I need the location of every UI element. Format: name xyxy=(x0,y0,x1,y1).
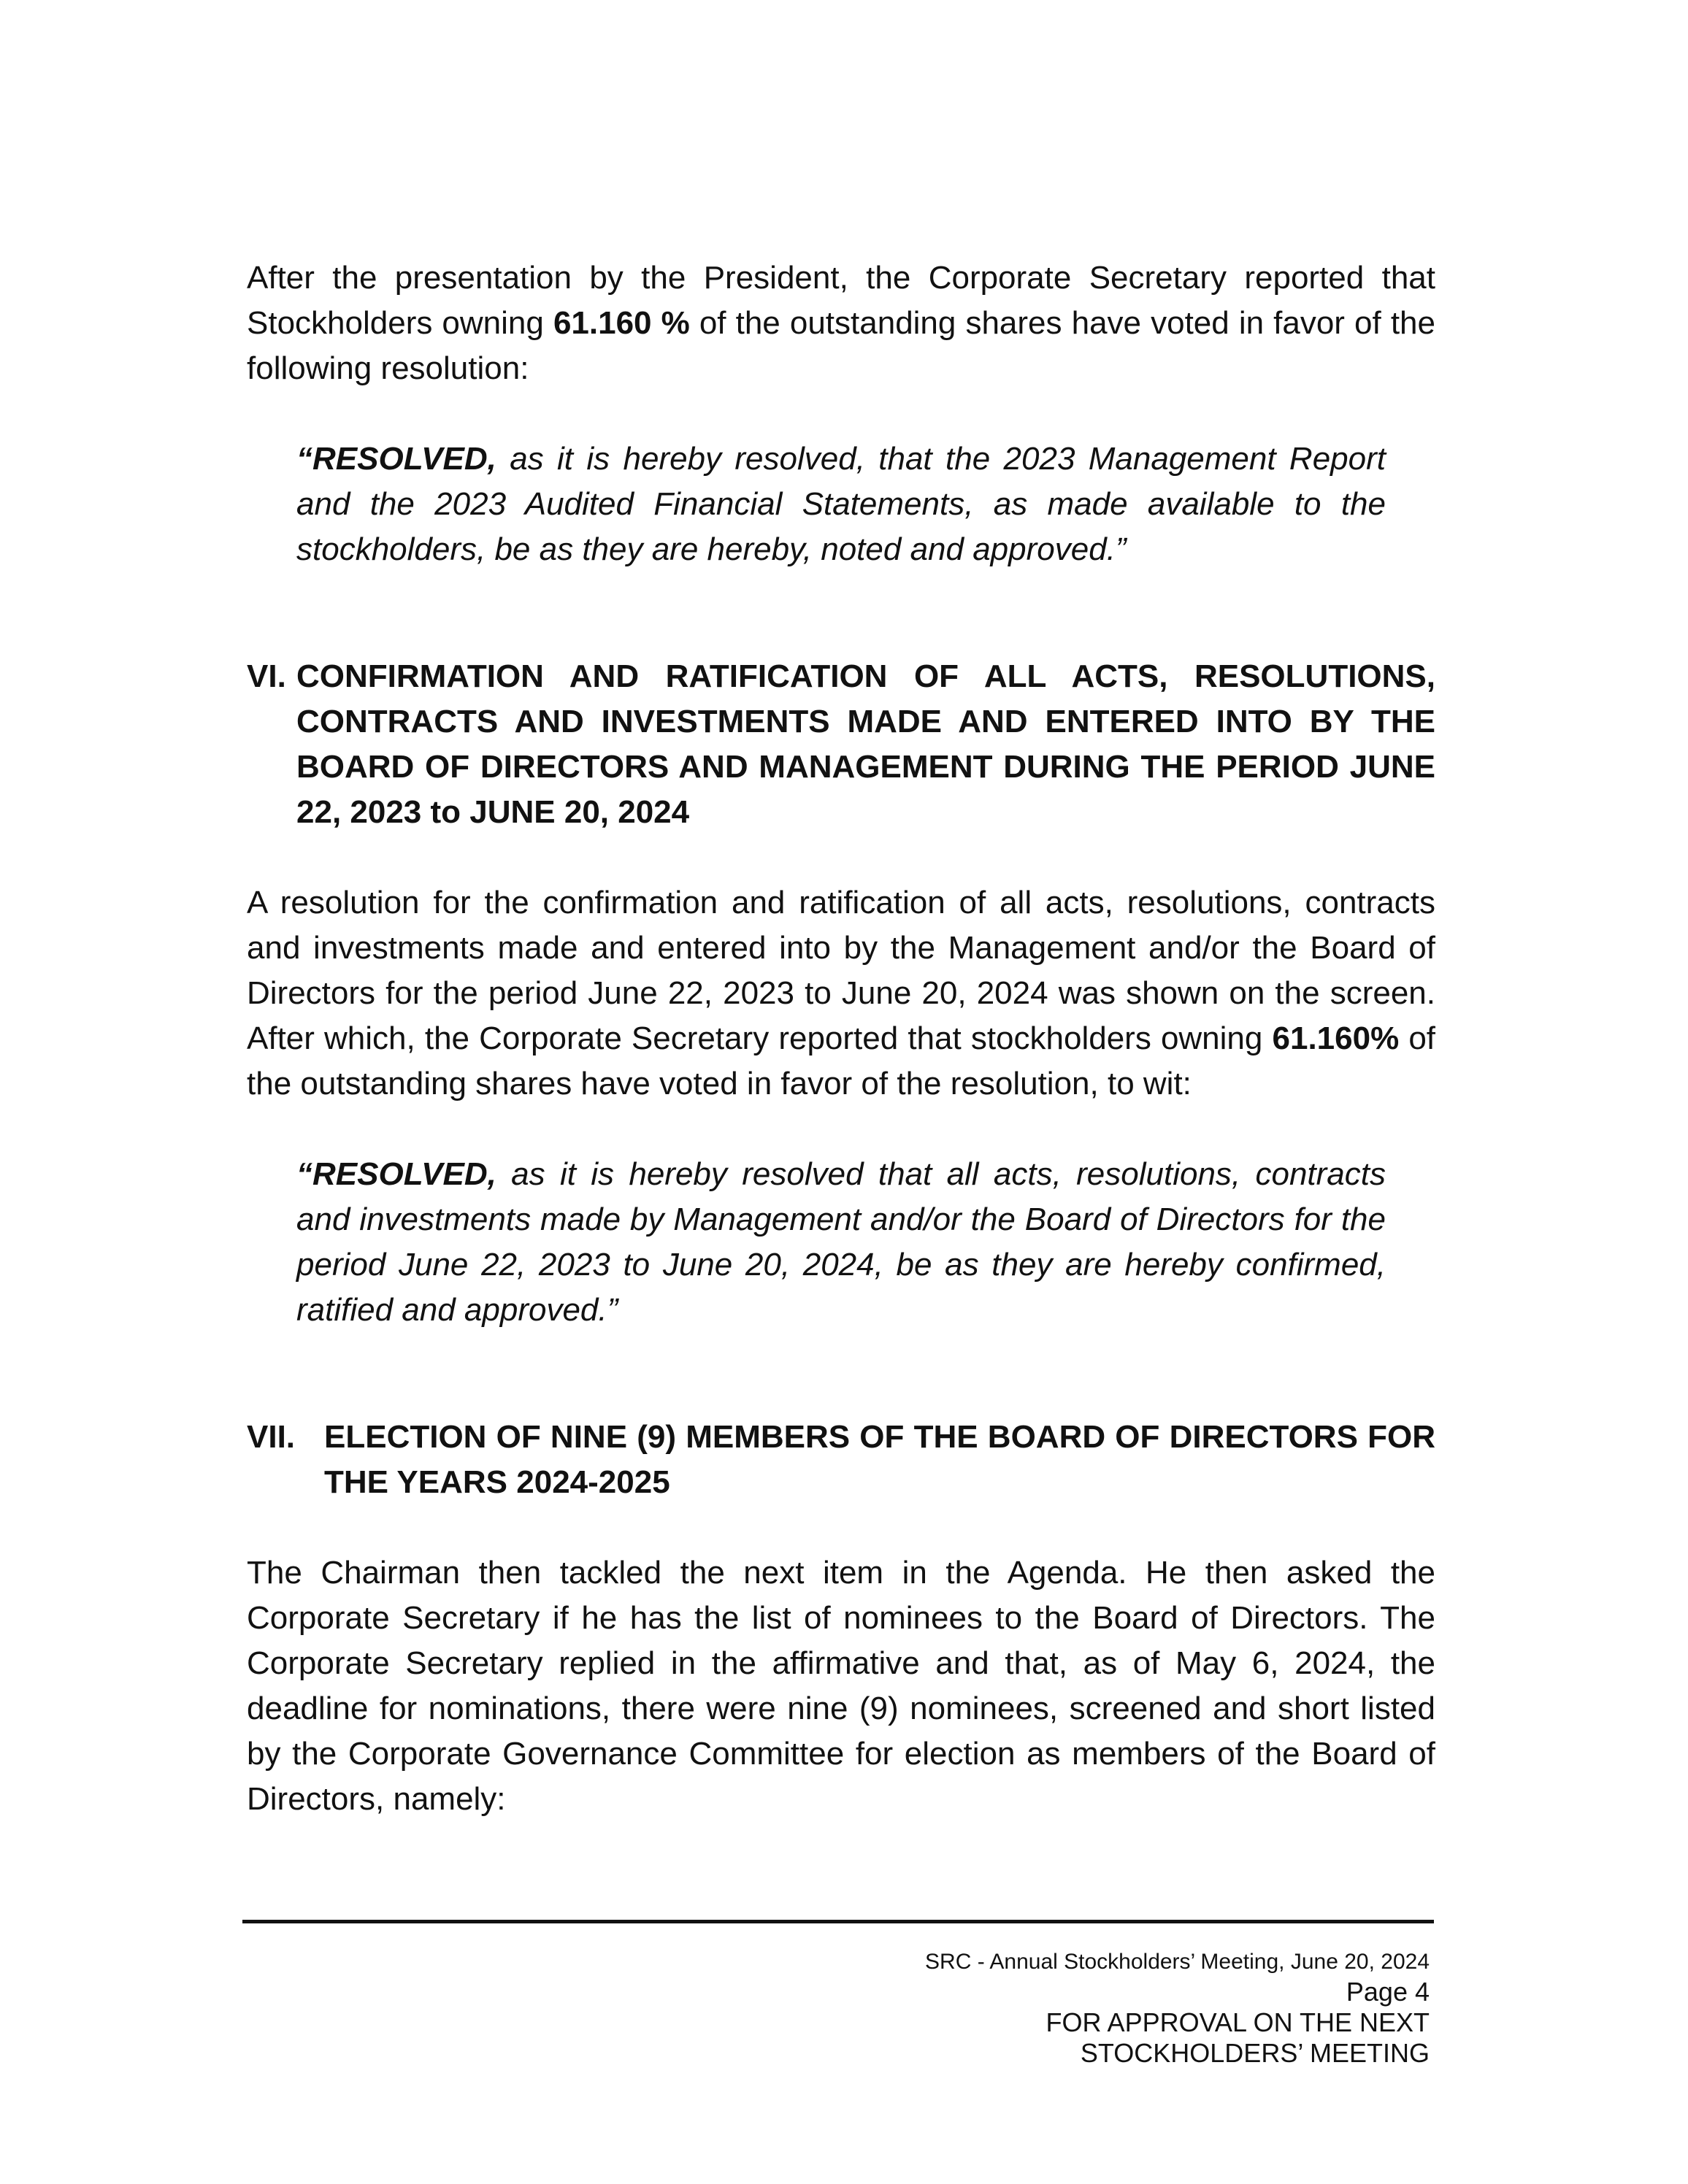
intro-text-after: of the outstanding shares have voted in favor of the following resolution: xyxy=(247,305,1435,386)
section-7-title: ELECTION OF NINE (9) MEMBERS OF THE BOARD OF DIRECTORS FOR THE YEARS 2024-2025 xyxy=(324,1419,1435,1500)
footer-divider xyxy=(242,1920,1434,1923)
footer-approval-line-1: FOR APPROVAL ON THE NEXT xyxy=(1046,2007,1430,2037)
section-7-paragraph: The Chairman then tackled the next item in the Agenda. He then asked the Corporate Secretary if he has the list of nominees to the Board of Directors. The Corporate Secretary replied in the affirmative and that, as of May 6, 2024, the deadline for nominations, there were nine (9) nominees, screened and short listed by the Corporate Governance Committee for election as members of the Board of Directors, namely: xyxy=(247,1555,1435,1817)
footer-page-number: Page 4 xyxy=(1346,1977,1430,2007)
section-7-heading xyxy=(247,1415,1435,1505)
section-6-text-before: A resolution for the confirmation and ratification of all acts, resolutions, contracts and investments made and entered into by the Management and/or the Board of Directors for the period June 22, 2023 to June 20, 2024 was shown on the screen. After which, the Corporate Secretary reported that stockholders owning xyxy=(247,885,1435,1056)
footer-meeting-line: SRC - Annual Stockholders’ Meeting, June 20, 2024 xyxy=(925,1950,1430,1974)
document-body xyxy=(247,255,1435,1822)
section-6-paragraph xyxy=(247,880,1435,1107)
resolution-1 xyxy=(296,437,1386,572)
section-7-number: VII. xyxy=(247,1419,296,1455)
resolution-2 xyxy=(296,1152,1386,1333)
section-6-heading xyxy=(247,654,1435,835)
footer xyxy=(730,1947,1430,2069)
intro-text-before: After the presentation by the President, the Corporate Secretary reported that Stockholders owning xyxy=(247,260,1435,341)
intro-paragraph xyxy=(247,255,1435,391)
resolution-1-body: as it is hereby resolved, that the 2023 Management Report and the 2023 Audited Financial Statements, as made available to the stockholders, be as they are hereby, noted and approved.” xyxy=(296,441,1386,567)
footer-approval-line-2: STOCKHOLDERS’ MEETING xyxy=(1080,2038,1430,2068)
section-6-title: CONFIRMATION AND RATIFICATION OF ALL ACTS, RESOLUTIONS, CONTRACTS AND INVESTMENTS MADE AND ENTERED INTO BY THE BOARD OF DIRECTORS AND MANAGEMENT DURING THE PERIOD JUNE 22, 2023 to JUNE 20, 2024 xyxy=(296,658,1435,830)
section-6-number: VI. xyxy=(247,658,286,694)
section-6-percent: 61.160% xyxy=(1272,1020,1400,1056)
resolution-2-body: as it is hereby resolved that all acts, resolutions, contracts and investments made by Management and/or the Board of Directors for the period June 22, 2023 to June 20, 2024, be as they are hereby confirmed, ratified and approved.” xyxy=(296,1156,1386,1328)
section-6-text-after: of the outstanding shares have voted in favor of the resolution, to wit: xyxy=(247,1020,1436,1101)
resolution-2-lead: “RESOLVED, xyxy=(296,1156,496,1192)
intro-percent: 61.160 % xyxy=(553,305,690,341)
resolution-1-lead: “RESOLVED, xyxy=(296,441,496,477)
